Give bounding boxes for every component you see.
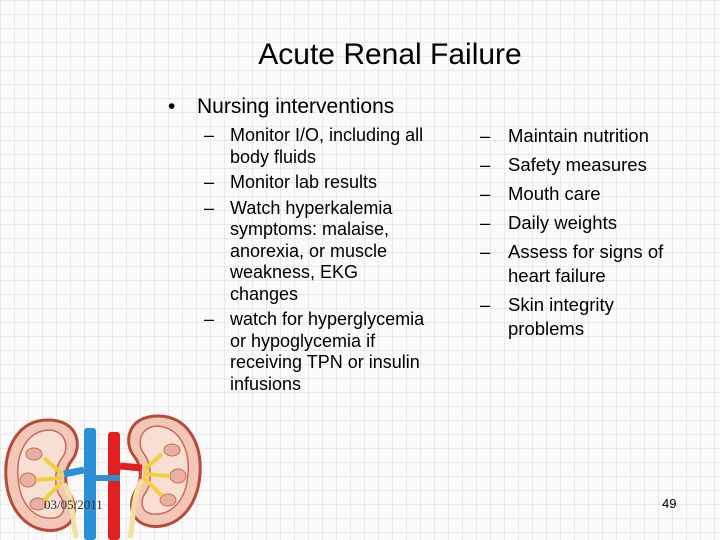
right-column (480, 124, 695, 346)
list-item (204, 309, 430, 395)
list-item-text: Watch hyperkalemia symptoms: malaise, anorexia, or muscle weakness, EKG changes (230, 197, 393, 304)
left-sub-list (204, 125, 430, 395)
footer-date: 03/05/2011 (44, 497, 103, 512)
list-item-text: Skin integrity problems (508, 294, 614, 339)
list-item (204, 198, 430, 306)
list-item (204, 172, 430, 194)
list-item (480, 153, 695, 177)
dash-mark: – (204, 197, 215, 218)
slide-title: Acute Renal Failure (258, 38, 522, 71)
list-item-text: Monitor I/O, including all body fluids (230, 125, 424, 167)
page-number: 49 (662, 496, 677, 511)
list-item (480, 182, 695, 206)
list-item-text: Monitor lab results (230, 172, 378, 192)
dash-mark: – (480, 154, 491, 175)
dash-mark: – (480, 241, 491, 262)
right-sub-list (480, 124, 695, 341)
bullet-mark: • (168, 95, 176, 118)
dash-mark: – (204, 125, 215, 145)
dash-mark: – (204, 309, 215, 329)
left-column (168, 94, 425, 399)
dash-mark: – (480, 212, 491, 233)
list-item-text: Mouth care (508, 183, 601, 204)
list-item-text: Maintain nutrition (508, 125, 649, 146)
list-item (480, 211, 695, 235)
list-item-text: Assess for signs of heart failure (508, 241, 664, 286)
dash-mark: – (204, 172, 215, 192)
dash-mark: – (480, 294, 491, 315)
list-item (480, 293, 695, 341)
list-item (480, 124, 695, 148)
dash-mark: – (480, 125, 491, 146)
list-item-text: watch for hyperglycemia or hypoglycemia if receiving TPN or insulin infusions (230, 309, 425, 394)
list-item (204, 125, 430, 168)
dash-mark: – (480, 183, 491, 204)
bullet-nursing-interventions (168, 94, 418, 119)
list-item-text: Daily weights (508, 212, 617, 233)
list-item-text: Safety measures (508, 154, 647, 175)
bullet-heading: Nursing interventions (197, 95, 395, 118)
kidney-illustration (0, 408, 210, 540)
list-item (480, 240, 695, 288)
